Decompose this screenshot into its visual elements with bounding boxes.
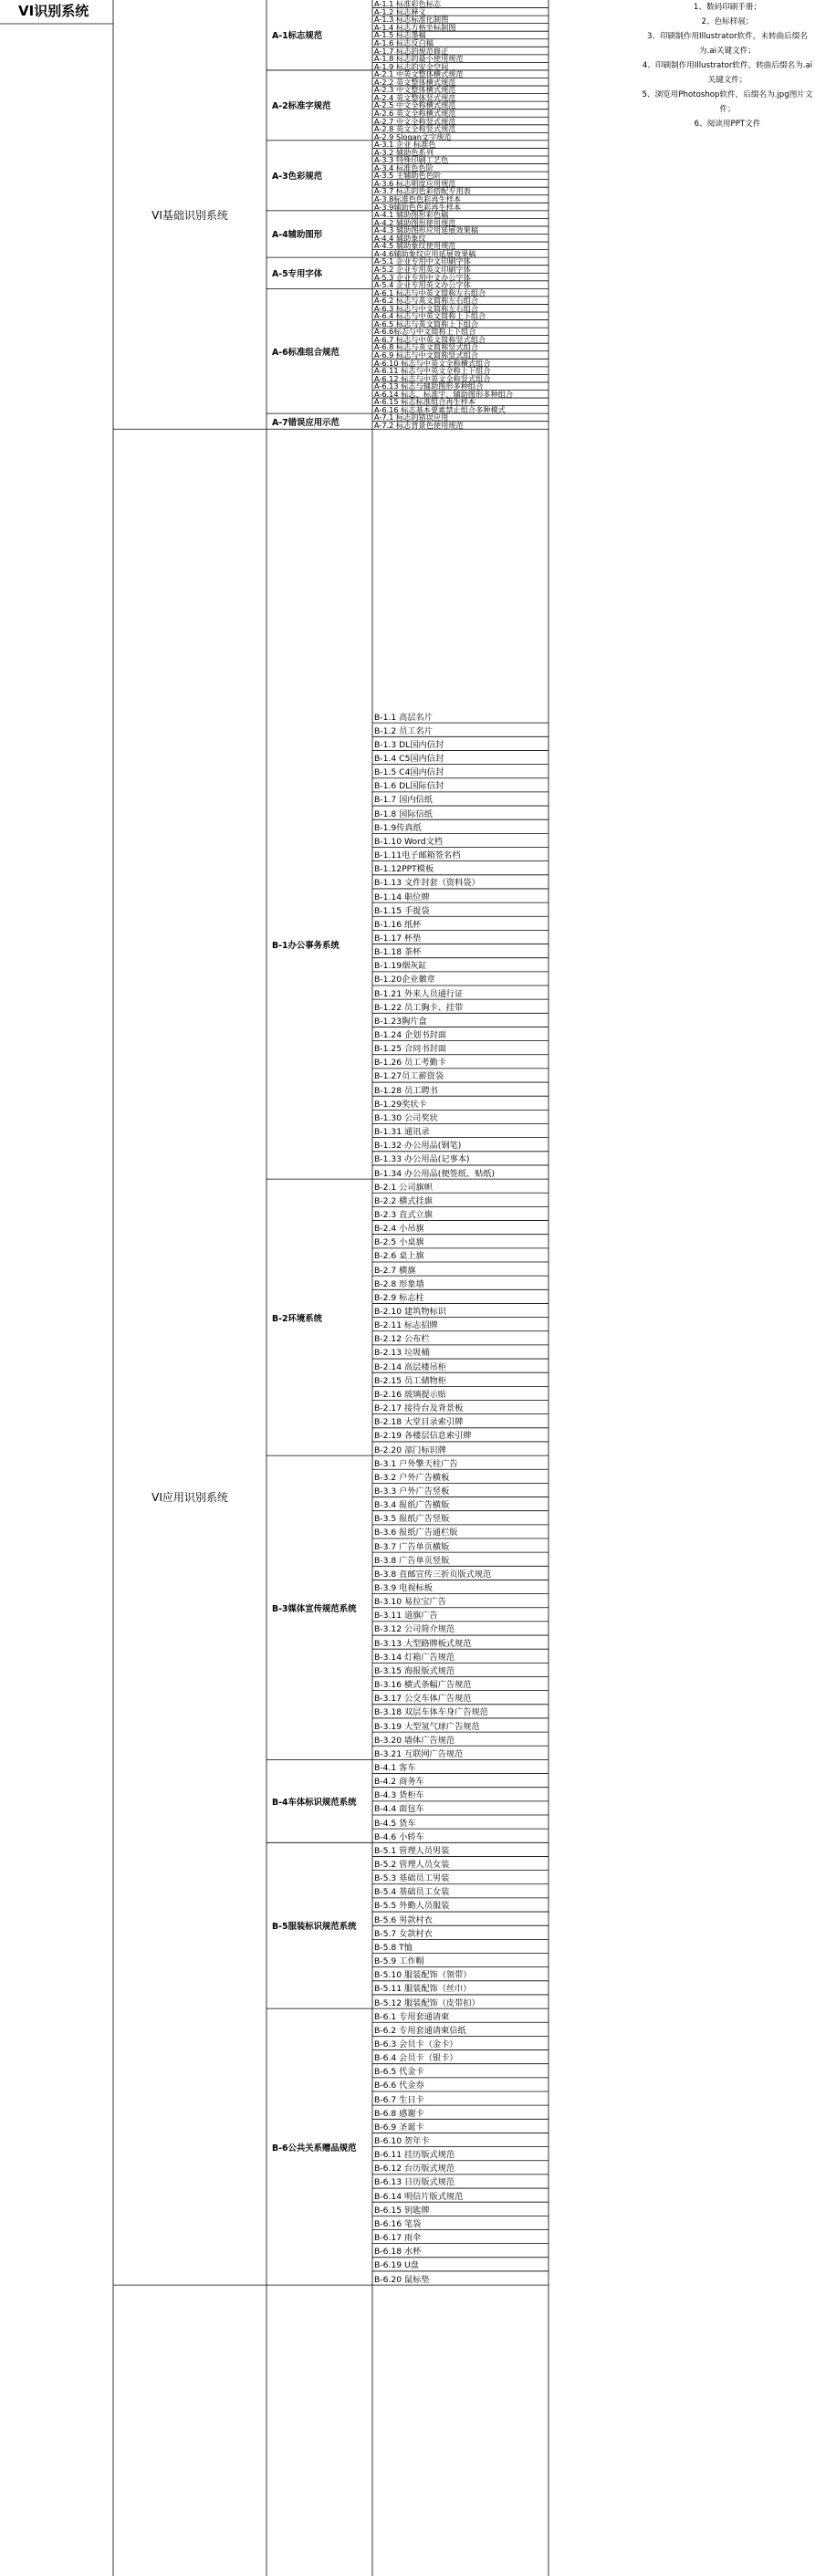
list-item: B-3.15 海报版式规范 [374,1665,455,1676]
list-item: B-2.18 大堂目录索引牌 [374,1417,464,1428]
list-item: B-6.5 代金卡 [374,2067,424,2078]
list-item: B-1.12PPT模板 [374,864,434,875]
list-item: A-2.6 英文全称横式规范 [374,109,456,118]
list-item: A-6.12 标志与中英文全称竖式组合 [374,374,491,382]
page-title: VI识别系统 [18,3,89,19]
list-item: B-1.13 文件封套（资料袋） [374,878,480,889]
list-item: B-1.3 DL国内信封 [374,739,444,750]
list-item: A-3.1 企业 标准色 [374,140,436,149]
list-item: B-1.7 国内信纸 [374,795,433,806]
category-label: A-7错误应用示范 [272,417,340,428]
list-item: B-2.4 小吊旗 [374,1224,424,1235]
list-item: B-1.29奖状卡 [374,1099,427,1110]
list-item: B-1.34 办公用品(便签纸、贴纸) [374,1168,496,1179]
list-item: B-6.13 日历版式规范 [374,2177,455,2188]
list-item: B-3.5 报纸广告竖版 [374,1514,450,1525]
list-item: A-5.3 企业专用中文办公字体 [374,273,471,281]
list-item: B-6.9 圣诞卡 [374,2122,424,2133]
category-label: A-6标准组合规范 [272,347,340,358]
list-item: B-5.8 T恤 [374,1942,413,1953]
list-item: A-2.3 中文整体横式规范 [374,86,456,94]
description-note: 1、数码印刷手册； 2、色标样展； 3、印刷制作用Illustrator软件，未转曲后缀名为.ai关键文件； 4、印刷制作用Illustrator软件，转曲后缀名为.ai关键文件； 5、浏览用Photoshop软件，后缀名为.jpg图片文件； 6、阅读用PPT文件 [642,3,813,129]
list-item: B-6.8 感谢卡 [374,2108,424,2119]
list-item: A-6.3 标志与中文简称左右组合 [374,304,479,312]
list-item: B-3.3 户外广告竖板 [374,1486,450,1497]
list-item: B-1.15 手提袋 [374,905,430,916]
category-label: B-4车体标识规范系统 [272,1797,357,1808]
list-item: A-1.3 标志标准化制图 [374,16,449,24]
list-item: B-1.9传真纸 [374,822,422,833]
category-label: A-2标准字规范 [272,101,331,112]
list-item: A-1.7 标志的规范修正 [374,47,449,55]
list-item: A-6.11 标志与中英文全称上下组合 [374,366,491,375]
list-item: B-1.26 员工考勤卡 [374,1058,446,1069]
list-item: A-5.1 企业专用中文印刷字体 [374,257,471,266]
list-item: A-1.9 标志的安全空间 [374,62,449,70]
list-item: B-2.7 横旗 [374,1265,416,1276]
list-item: A-2.1 中英文整体横式规范 [374,69,464,78]
list-item: A-6.5 标志与英文简称上下组合 [374,319,479,329]
list-item: B-6.1 专用套通请柬 [374,2011,450,2022]
list-item: A-5.2 企业专用英文印刷字体 [374,265,471,274]
list-item: B-3.9 电视标板 [374,1583,433,1593]
list-item: B-3.16 横式条幅广告规范 [374,1680,472,1691]
list-item: B-3.19 大型氢气球广告规范 [374,1721,480,1732]
list-item: B-3.13 大型路牌板式规范 [374,1638,472,1649]
list-item: A-2.8 英文全称竖式规范 [374,124,456,133]
list-item: A-1.6 标志反白稿 [374,38,434,47]
list-item: B-6.10 贺年卡 [374,2136,430,2146]
list-item: B-1.23胸片盒 [374,1016,427,1027]
list-item: A-4.3 辅助图形应用延展效果稿 [374,225,479,235]
list-item: A-7.1 标志的错误应用 [374,413,449,422]
list-item: B-3.12 公司简介规范 [374,1624,455,1635]
list-item: B-3.2 户外广告横板 [374,1472,450,1483]
list-item: A-6.14 标志、标准字、辅助图形多种组合 [374,390,514,399]
category-label: A-4辅助图形 [272,230,323,241]
list-item: A-7.2 标志背景色使用规范 [374,421,464,430]
list-item: A-2.9 Slogan文字规范 [374,132,452,141]
list-item: B-2.13 垃圾桶 [374,1348,430,1359]
list-item: B-3.4 报纸广告横版 [374,1500,450,1511]
system-label: VI应用识别系统 [152,1491,228,1505]
list-item: B-3.8 直邮宣传三折页版式规范 [374,1569,492,1580]
list-item: B-5.3 基础员工男装 [374,1873,450,1884]
list-item: B-1.32 办公用品(钢笔) [374,1141,462,1152]
list-item: B-2.5 小桌旗 [374,1237,424,1248]
list-item: B-2.15 员工储物柜 [374,1375,446,1386]
list-item: B-1.17 杯垫 [374,933,422,944]
list-item: A-3.7 标志的色彩搭配专用表 [374,187,471,195]
list-item: B-4.2 商务车 [374,1777,424,1788]
list-item: B-1.14 职位牌 [374,892,430,902]
list-item: B-4.6 小轿车 [374,1831,424,1842]
list-item: B-1.24 企划书封面 [374,1030,446,1040]
list-item: B-6.15 钥匙牌 [374,2205,430,2216]
list-item: B-6.3 会员卡（金卡） [374,2039,458,2049]
list-item: A-1.1 标准彩色标志 [374,0,442,8]
list-item: B-2.1 公司旗帜 [374,1182,433,1193]
list-item: A-3.2 辅助色系列 [374,148,434,156]
list-item: B-2.16 玻璃提示贴 [374,1389,446,1400]
category-label: B-1办公事务系统 [272,940,340,951]
list-item: B-3.10 易拉宝广告 [374,1597,446,1608]
list-item: B-6.20 鼠标垫 [374,2274,430,2285]
list-item: B-6.6 代金券 [374,2081,424,2091]
list-item: B-1.1 高层名片 [374,712,433,723]
list-item: B-2.8 形象墙 [374,1278,424,1289]
list-item: B-1.33 办公用品(记事本) [374,1154,470,1165]
list-item: B-6.16 笔袋 [374,2218,422,2229]
list-item: A-3.6 标志明度应用规范 [374,179,456,188]
list-item: B-4.1 客车 [374,1762,416,1773]
list-item: A-1.8 标志的最小使用规范 [374,54,464,63]
list-item: B-2.12 公布栏 [374,1334,430,1345]
list-item: B-5.5 外勤人员服装 [374,1901,450,1912]
category-label: B-6公共关系赠品规范 [272,2143,357,2154]
list-item: B-5.11 服装配饰（丝巾） [374,1984,472,1995]
list-item: B-3.7 广告单页横版 [374,1541,450,1552]
list-item: B-6.19 U盘 [374,2260,419,2271]
list-item: A-1.2 标志释义 [374,7,426,16]
list-item: B-3.21 互联网广告规范 [374,1748,464,1759]
list-item: B-3.14 灯箱广告规范 [374,1652,455,1663]
list-item: B-1.18 茶杯 [374,947,422,958]
list-item: B-6.17 雨伞 [374,2233,422,2244]
list-item: B-2.20 部门标识牌 [374,1444,446,1455]
list-item: B-6.18 水杯 [374,2247,422,2258]
list-item: A-6.15 标志标准组合再生样本 [374,398,476,406]
list-item: B-6.2 专用套通请柬信纸 [374,2025,466,2036]
category-label: B-5服装标识规范系统 [272,1922,357,1933]
list-item: B-2.9 标志柱 [374,1292,424,1303]
list-item: B-3.18 双层车体车身广告规范 [374,1707,488,1718]
list-item: A-4.4 辅助象纹 [374,234,426,243]
list-item: B-2.14 高层楼吊柜 [374,1361,446,1372]
list-item: B-5.10 服装配饰（领带） [374,1970,472,1981]
list-item: B-1.10 Word文档 [374,836,443,847]
list-item: A-1.5 标志墨稿 [374,31,426,39]
list-item: B-5.9 工作帽 [374,1956,424,1967]
list-item: B-3.17 公交车体广告规范 [374,1694,472,1705]
list-item: A-6.9 标志与中文简称竖式组合 [374,350,479,360]
list-item: A-4.6辅助象纹应用延展效果稿 [374,249,476,258]
list-item: B-2.2 横式挂旗 [374,1195,433,1206]
list-item: A-6.10 标志与中英文全称横式组合 [374,359,491,367]
list-item: B-1.6 DL国际信封 [374,781,444,792]
list-item: A-4.5 辅助象纹使用规范 [374,242,456,250]
list-item: A-4.2 辅助图形使用规范 [374,218,456,226]
list-item: B-1.31 通讯录 [374,1127,430,1138]
list-item: B-1.4 C5国内信封 [374,754,444,764]
list-item: B-5.12 服装配饰（皮带扣） [374,1997,480,2008]
list-item: A-4.1 辅助图形彩色稿 [374,210,449,219]
list-item: B-3.20 墙体广告规范 [374,1735,455,1746]
list-item: B-2.10 建筑物标识 [374,1307,446,1317]
list-item: B-3.1 户外擎天柱广告 [374,1458,458,1469]
list-item: B-1.27员工薪资袋 [374,1071,444,1082]
list-item: B-2.11 标志招牌 [374,1320,438,1331]
list-item: A-3.3 特殊印刷工艺色 [374,156,449,164]
list-item: B-1.25 合同书封面 [374,1044,446,1055]
list-item: A-2.5 中文全称横式规范 [374,101,456,110]
list-item: A-3.9辅助色色彩再生样本 [374,203,462,211]
list-item: A-6.7 标志与中英文简称竖式组合 [374,335,486,344]
list-item: A-6.6标志与中文简称上下组合 [374,328,476,336]
list-item: A-6.1 标志与中英文简称左右组合 [374,288,486,297]
list-item: B-1.20企业徽章 [374,975,435,986]
list-item: B-1.5 C4国内信封 [374,767,444,778]
list-item: B-2.17 接待台及背景板 [374,1403,464,1414]
list-item: B-3.8 广告单页竖版 [374,1555,450,1566]
list-item: A-2.4 英文整体竖式规范 [374,93,456,102]
list-item: A-2.7 中文全称竖式规范 [374,117,456,125]
list-item: B-2.6 桌上旗 [374,1251,424,1262]
list-item: B-6.12 台历版式规范 [374,2164,455,2174]
category-label: A-1标志规范 [272,31,323,42]
list-item: B-3.11 道旗广告 [374,1611,438,1622]
list-item: A-6.16 标志基本要素禁止组合多种模式 [374,405,506,414]
category-label: A-5专用字体 [272,269,323,280]
list-item: B-4.5 货车 [374,1818,416,1829]
list-item: B-2.19 各楼层信息索引牌 [374,1431,472,1442]
list-item: A-3.5 主辅助色色阶 [374,172,442,180]
list-item: A-6.13 标志与辅助图形多种组合 [374,381,484,391]
system-label: VI基础识别系统 [152,208,228,222]
list-item: B-6.4 会员卡（银卡） [374,2053,458,2064]
category-label: A-3色彩规范 [272,172,323,183]
list-item: B-6.11 挂历版式规范 [374,2150,455,2161]
list-item: B-1.11电子邮箱签名档 [374,850,461,861]
list-item: B-1.28 员工聘书 [374,1085,438,1096]
list-item: B-3.6 报纸广告通栏版 [374,1528,458,1538]
list-item: B-4.4 面包车 [374,1804,424,1815]
category-label: B-3媒体宣传规范系统 [272,1603,357,1614]
list-item: B-6.7 生日卡 [374,2094,424,2105]
list-item: A-1.4 标志方格坐标制图 [374,23,456,32]
list-item: B-6.14 明信片版式规范 [374,2191,464,2202]
list-item: B-5.6 男款村衣 [374,1914,433,1925]
list-item: A-6.4 标志与中英文简称上下组合 [374,312,486,320]
list-item: B-4.3 货柜车 [374,1790,424,1801]
list-item: B-5.2 管理人员女装 [374,1860,450,1870]
list-item: B-1.21 外来人员通行证 [374,988,464,999]
list-item: B-2.3 直式立旗 [374,1209,433,1220]
list-item: B-5.7 女款村衣 [374,1928,433,1939]
list-item: B-5.1 管理人员男装 [374,1845,450,1856]
list-item: A-3.4 标准色色阶 [374,163,434,172]
list-item: B-1.19烟灰缸 [374,961,427,972]
list-item: A-2.2 英文整体横式规范 [374,78,456,87]
list-item: B-5.4 基础员工女装 [374,1887,450,1898]
list-item: A-6.2 标志与英文简称左右组合 [374,296,479,305]
list-item: B-1.8 国际信纸 [374,808,433,819]
list-item: B-1.2 员工名片 [374,725,433,736]
list-item: B-1.30 公司奖状 [374,1112,438,1123]
category-label: B-2环境系统 [272,1313,323,1324]
list-item: A-3.8标准色色彩再生样本 [374,194,462,203]
list-item: A-5.4 企业专用英文办公字体 [374,280,471,289]
list-item: A-6.8 标志与英文简称竖式组合 [374,343,479,351]
list-item: B-1.16 纸杯 [374,919,422,930]
list-item: B-1.22 员工胸卡、挂带 [374,1002,464,1013]
